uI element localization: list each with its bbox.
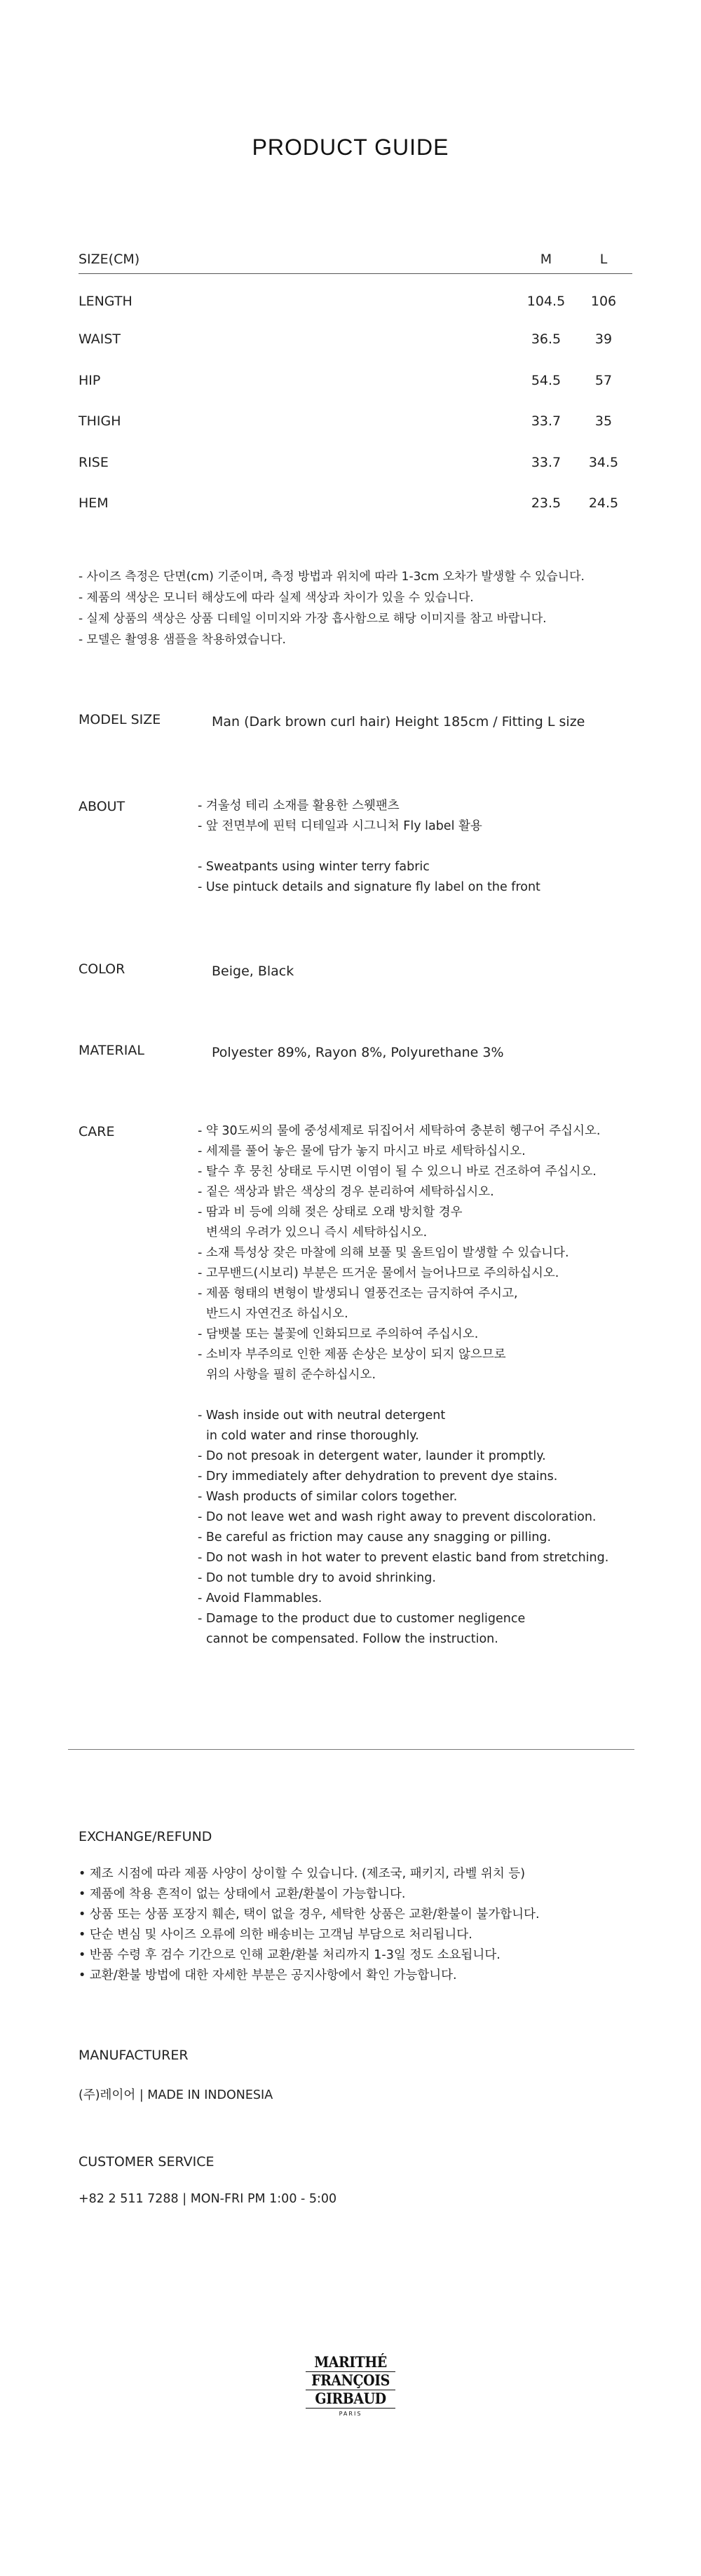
material-label: MATERIAL: [79, 1043, 144, 1058]
measure-m: 104.5: [526, 294, 566, 309]
care-line: - 세제를 풀어 놓은 물에 담가 놓지 마시고 바로 세탁하십시오.: [198, 1144, 526, 1158]
measure-l: 35: [594, 413, 613, 430]
brand-logo: [301, 2353, 400, 2417]
about-line: - Use pintuck details and signature fly label on the front: [198, 880, 540, 894]
measure-name: HIP: [79, 372, 101, 388]
care-line: 반드시 자연건조 하십시오.: [206, 1307, 348, 1321]
note-item: - 실제 상품의 색상은 상품 디테일 이미지와 가장 흡사함으로 해당 이미지를 참고 바랍니다.: [79, 612, 547, 626]
care-line: - Do not presoak in detergent water, launder it promptly.: [198, 1449, 546, 1463]
size-header-label: SIZE(CM): [79, 245, 517, 274]
table-row: [79, 401, 632, 442]
care-label: CARE: [79, 1124, 115, 1139]
size-table: [79, 245, 632, 524]
measure-l: 106: [590, 294, 617, 309]
color-label: COLOR: [79, 961, 125, 977]
table-row: [79, 483, 632, 524]
care-line: - 탈수 후 뭉친 상태로 두시면 이염이 될 수 있으니 바로 건조하여 주십시오.: [198, 1165, 597, 1179]
care-line: - Damage to the product due to customer negligence: [198, 1612, 526, 1626]
care-line: - 짙은 색상과 밝은 색상의 경우 분리하여 세탁하십시오.: [198, 1185, 494, 1199]
care-line: - Do not wash in hot water to prevent elastic band from stretching.: [198, 1551, 609, 1565]
list-item: • 제조 시점에 따라 제품 사양이 상이할 수 있습니다. (제조국, 패키지, 라벨 위치 등): [79, 1867, 526, 1881]
customer-service-title: CUSTOMER SERVICE: [79, 2154, 215, 2170]
care-line: - Dry immediately after dehydration to prevent dye stains.: [198, 1469, 558, 1484]
about-line: - 겨울성 테리 소재를 활용한 스웻팬츠: [198, 799, 400, 813]
page-title: PRODUCT GUIDE: [252, 135, 449, 160]
care-line: - Do not tumble dry to avoid shrinking.: [198, 1571, 436, 1585]
measure-m: 36.5: [531, 331, 562, 348]
measure-l: 34.5: [588, 454, 619, 470]
care-line: in cold water and rinse thoroughly.: [206, 1429, 419, 1443]
care-line: - 담뱃불 또는 불꽃에 인화되므로 주의하여 주십시오.: [198, 1327, 479, 1341]
care-line: 변색의 우려가 있으니 즉시 세탁하십시오.: [206, 1226, 428, 1240]
model-size-label: MODEL SIZE: [79, 712, 161, 727]
manufacturer-value: (주)레이어 | MADE IN INDONESIA: [79, 2088, 273, 2102]
exchange-list: [79, 1864, 653, 1986]
about-line: - Sweatpants using winter terry fabric: [198, 860, 430, 874]
care-line: - Wash products of similar colors together.: [198, 1490, 458, 1504]
list-item: • 교환/환불 방법에 대한 자세한 부분은 공지사항에서 확인 가능합니다.: [79, 1968, 457, 1982]
list-item: • 반품 수령 후 검수 기간으로 인해 교환/환불 처리까지 1-3일 정도 소요됩니다.: [79, 1948, 501, 1962]
about-line: - 앞 전면부에 핀턱 디테일과 시그니처 Fly label 활용: [198, 819, 482, 833]
logo-sub: PARIS: [339, 2411, 362, 2417]
care-text: [198, 1121, 667, 1650]
table-row: [79, 442, 632, 484]
size-header-m: M: [517, 245, 575, 274]
care-line: - 고무밴드(시보리) 부분은 뜨거운 물에서 늘어나므로 주의하십시오.: [198, 1266, 559, 1280]
measure-m: 33.7: [531, 454, 562, 470]
measure-name: LENGTH: [79, 294, 132, 309]
care-line: - 땀과 비 등에 의해 젖은 상태로 오래 방치할 경우: [198, 1205, 463, 1219]
size-header-l: L: [575, 245, 632, 274]
care-line: - Avoid Flammables.: [198, 1591, 322, 1605]
care-line: - Be careful as friction may cause any snagging or pilling.: [198, 1530, 552, 1544]
manufacturer-title: MANUFACTURER: [79, 2048, 189, 2063]
model-size-value: Man (Dark brown curl hair) Height 185cm / Fitting L size: [212, 714, 585, 729]
note-item: - 모델은 촬영용 샘플을 착용하였습니다.: [79, 633, 286, 647]
care-line: - 소비자 부주의로 인한 제품 손상은 보상이 되지 않으므로: [198, 1348, 506, 1362]
measure-name: RISE: [79, 454, 109, 470]
table-row: [79, 360, 632, 402]
measure-m: 23.5: [531, 495, 562, 512]
care-line: - 제품 형태의 변형이 발생되니 열풍건조는 금지하여 주시고,: [198, 1287, 518, 1301]
exchange-title: EXCHANGE/REFUND: [79, 1829, 212, 1844]
note-item: - 제품의 색상은 모니터 해상도에 따라 실제 색상과 차이가 있을 수 있습니다.: [79, 591, 474, 605]
customer-service-value: +82 2 511 7288 | MON-FRI PM 1:00 - 5:00: [79, 2192, 337, 2206]
table-row: [79, 319, 632, 360]
list-item: • 단순 변심 및 사이즈 오류에 의한 배송비는 고객님 부담으로 처리됩니다.: [79, 1928, 472, 1942]
table-row: [79, 274, 632, 320]
care-line: 위의 사항을 필히 준수하십시오.: [206, 1368, 376, 1382]
list-item: • 상품 또는 상품 포장지 훼손, 택이 없을 경우, 세탁한 상품은 교환/환불이 불가합니다.: [79, 1907, 540, 1921]
measure-l: 57: [594, 372, 613, 388]
size-notes: [79, 566, 639, 650]
section-divider: [68, 1749, 634, 1750]
care-line: cannot be compensated. Follow the instruction.: [206, 1632, 498, 1646]
measure-m: 54.5: [531, 372, 562, 388]
logo-line: MARITHÉ: [314, 2353, 387, 2371]
care-line: - Do not leave wet and wash right away to prevent discoloration.: [198, 1510, 597, 1524]
measure-name: THIGH: [79, 413, 121, 430]
logo-line: GIRBAUD: [315, 2390, 386, 2408]
logo-line: FRANÇOIS: [311, 2371, 390, 2390]
list-item: • 제품에 착용 흔적이 없는 상태에서 교환/환불이 가능합니다.: [79, 1887, 406, 1901]
care-line: - 약 30도씨의 물에 중성세제로 뒤집어서 세탁하여 충분히 헹구어 주십시오.: [198, 1124, 601, 1138]
measure-name: HEM: [79, 495, 109, 512]
color-value: Beige, Black: [212, 964, 294, 979]
measure-m: 33.7: [531, 413, 562, 430]
about-text: [198, 796, 667, 898]
measure-l: 39: [594, 331, 613, 348]
material-value: Polyester 89%, Rayon 8%, Polyurethane 3%: [212, 1045, 504, 1060]
measure-l: 24.5: [588, 495, 619, 512]
about-label: ABOUT: [79, 799, 125, 814]
care-line: - 소재 특성상 잦은 마찰에 의해 보풀 및 올트임이 발생할 수 있습니다.: [198, 1246, 569, 1260]
care-line: - Wash inside out with neutral detergent: [198, 1409, 446, 1423]
measure-name: WAIST: [79, 331, 121, 348]
note-item: - 사이즈 측정은 단면(cm) 기준이며, 측정 방법과 위치에 따라 1-3cm 오차가 발생할 수 있습니다.: [79, 570, 585, 584]
size-table-header: [79, 245, 632, 274]
